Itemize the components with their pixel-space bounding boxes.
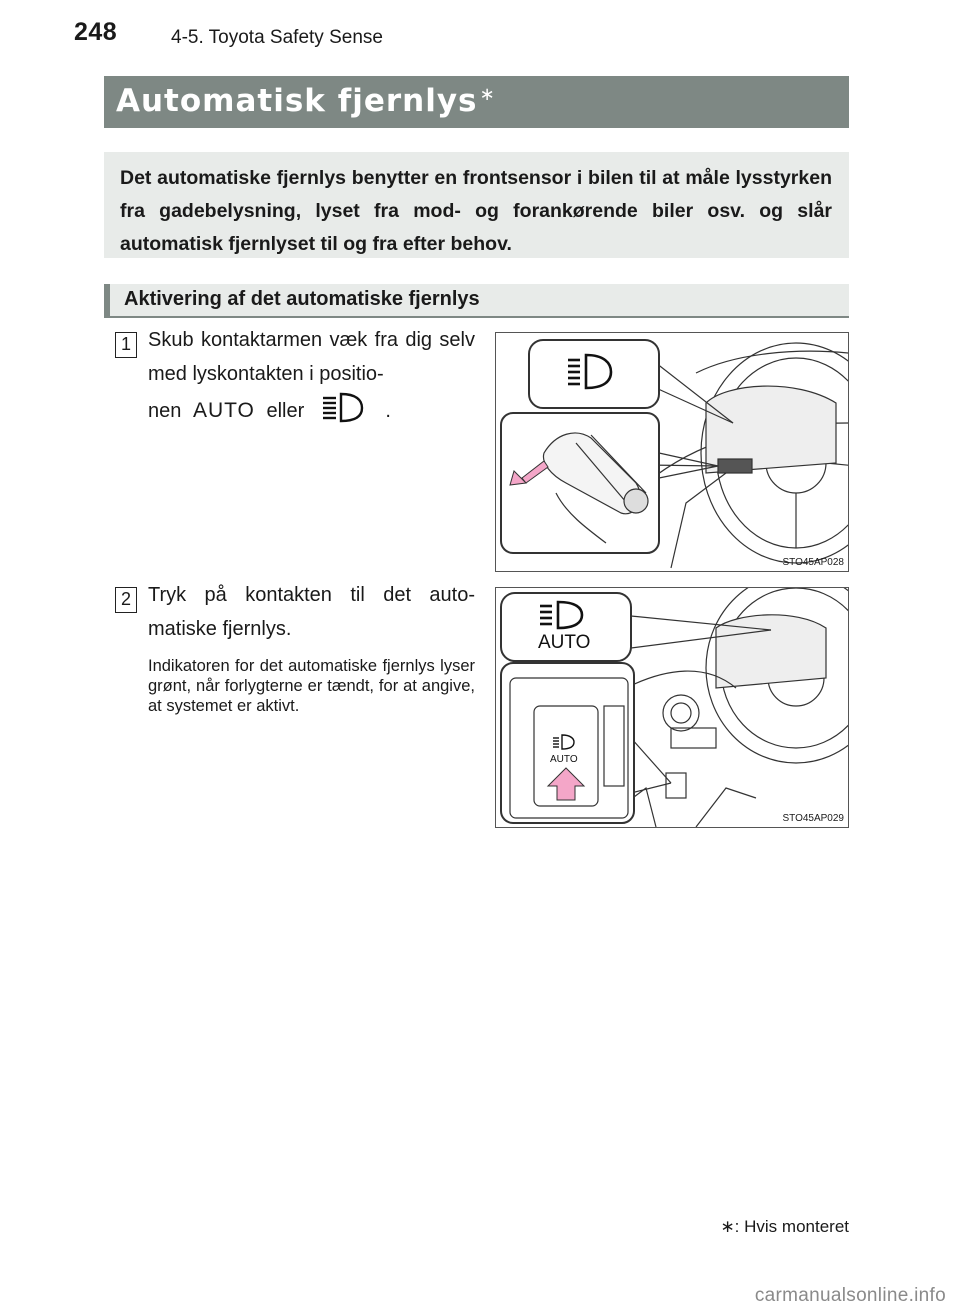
figure-2-illustration (496, 588, 848, 827)
step-number-2: 2 (115, 587, 137, 613)
figure-2-auto-label: AUTO (538, 632, 591, 653)
step-1-text-end: . (385, 400, 391, 422)
figure-1 (495, 332, 849, 572)
auto-symbol: AUTO (192, 399, 255, 422)
figure-2-code: STO45AP029 (782, 813, 844, 824)
figure-2 (495, 587, 849, 828)
figure-1-code: STO45AP028 (782, 557, 844, 568)
page-title-text: Automatisk fjernlys (116, 83, 478, 119)
step-1-text (148, 323, 475, 428)
page-number: 248 (74, 18, 118, 46)
subheading-text: Aktivering af det automatiske fjernlys (124, 288, 480, 310)
section-reference: 4-5. Toyota Safety Sense (171, 27, 383, 48)
figure-2-button-auto-label: AUTO (550, 754, 578, 765)
footnote: ∗: Hvis monteret (720, 1217, 849, 1236)
figure-1-illustration (496, 333, 848, 571)
step-2-text: Tryk på kontakten til det auto-matiske fjernlys. (148, 584, 475, 640)
title-star: ∗ (479, 83, 496, 105)
title-bar (104, 76, 849, 128)
page-title (116, 83, 496, 119)
watermark: carmanualsonline.info (754, 1285, 946, 1306)
step-1-line1: Skub kontaktarmen væk fra dig selv med lyskontakten i positio- (148, 329, 475, 385)
high-beam-icon (320, 391, 366, 423)
subheading (104, 284, 849, 318)
intro-box (104, 152, 849, 258)
step-1-text-mid: eller (266, 400, 305, 422)
step-2-note: Indikatoren for det automatiske fjernlys lyser grønt, når forlygterne er tændt, for at angive, at systemet er aktivt. (148, 657, 475, 715)
step-number-1: 1 (115, 332, 137, 358)
step-1-text-pre: nen (148, 400, 182, 422)
intro-text: Det automatiske fjernlys benytter en frontsensor i bilen til at måle lysstyrken fra gadebelysning, lyset fra mod- og forankørende biler osv. og slår automatisk fjernlyset til og fra efter behov. (120, 167, 832, 255)
